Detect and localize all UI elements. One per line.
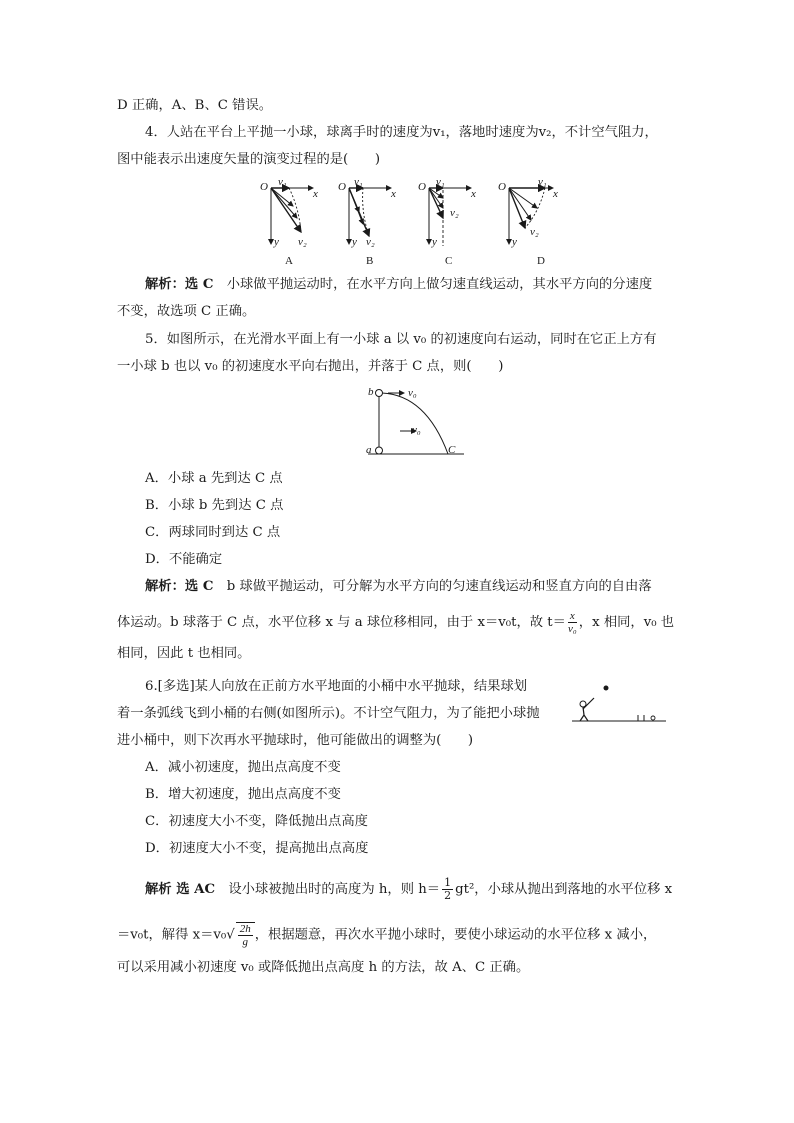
q4-option-a-label: A bbox=[285, 255, 293, 267]
q6-figure bbox=[572, 684, 668, 724]
q5-option-a: A．小球 a 先到达 C 点 bbox=[145, 471, 283, 486]
q5-v0-top-label: v₀ bbox=[408, 387, 417, 399]
q4-b-origin-label: O bbox=[338, 181, 346, 193]
q6-answer-line1 bbox=[145, 877, 672, 902]
q5-answer-text2b: ，x 相同，v₀ 也 bbox=[578, 615, 675, 630]
q4-c-v1-label: v₁ bbox=[436, 176, 445, 188]
q6-sqrt-num: 2h bbox=[239, 923, 251, 935]
q5-answer-text1: b 球做平抛运动，可分解为水平方向的匀速直线运动和竖直方向的自由落 bbox=[213, 579, 652, 594]
q4-a-origin-label: O bbox=[260, 181, 268, 193]
q6-answer-line3: 可以采用减小初速度 v₀ 或降低抛出点高度 h 的方法，故 A、C 正确。 bbox=[117, 960, 530, 975]
q6-stem-line2: 着一条弧线飞到小桶的右侧(如图所示)。不计空气阻力，为了能把小球抛 bbox=[117, 706, 540, 721]
q4-answer-line2: 不变，故选项 C 正确。 bbox=[117, 304, 256, 319]
q6-half-den: 2 bbox=[444, 889, 452, 902]
q5-fraction bbox=[568, 610, 577, 635]
q6-answer-text2b: ，根据题意，再次水平抛小球时，要使小球运动的水平位移 x 减小， bbox=[254, 927, 657, 943]
q4-c-y-label: y bbox=[432, 236, 437, 248]
q5-ball-b-label: b bbox=[368, 386, 374, 398]
q6-sqrt-radicand bbox=[236, 922, 255, 948]
q6-sqrt-den: g bbox=[242, 936, 248, 948]
q4-c-origin-label: O bbox=[418, 181, 426, 193]
q4-a-v2-label: v₂ bbox=[298, 236, 307, 248]
q4-b-v2-label: v₂ bbox=[366, 236, 375, 248]
q6-answer-text2a: ＝v₀t，解得 x＝v₀ bbox=[117, 927, 227, 943]
q5-frac-den: v₀ bbox=[567, 623, 577, 635]
q4-option-d-label: D bbox=[537, 255, 545, 267]
q4-b-v1-label: v₁ bbox=[354, 176, 363, 188]
q4-d-x-label: x bbox=[553, 188, 558, 200]
q6-answer-line2 bbox=[117, 922, 656, 948]
q6-answer-text1a: 设小球被抛出时的高度为 h，则 h＝ bbox=[215, 882, 441, 897]
q4-d-v1-label: v₁ bbox=[538, 176, 547, 188]
q6-option-a: A．减小初速度，抛出点高度不变 bbox=[145, 760, 341, 775]
q4-stem-line2: 图中能表示出速度矢量的演变过程的是( ) bbox=[117, 152, 381, 167]
q4-d-v2-label: v₂ bbox=[530, 226, 539, 238]
q5-stem-line2: 一小球 b 也以 v₀ 的初速度水平向右抛出，并落于 C 点，则( ) bbox=[117, 359, 504, 374]
q5-option-b: B．小球 b 先到达 C 点 bbox=[145, 498, 284, 513]
q4-answer-line1 bbox=[145, 276, 652, 294]
q5-answer-label: 解析：选 C bbox=[145, 579, 214, 594]
q4-c-x-label: x bbox=[471, 188, 476, 200]
q6-answer-text1b: gt²，小球从抛出到落地的水平位移 x bbox=[455, 882, 673, 897]
q5-answer-line1 bbox=[145, 578, 652, 596]
q4-option-c-label: C bbox=[445, 255, 453, 267]
q5-option-c: C．两球同时到达 C 点 bbox=[145, 525, 281, 540]
q6-half-fraction bbox=[442, 877, 453, 902]
q5-option-d: D．不能确定 bbox=[145, 552, 223, 567]
q4-c-v2-label: v₂ bbox=[450, 207, 459, 219]
q5-v0-bottom-label: v₀ bbox=[412, 424, 421, 436]
q4-stem-line1: 4．人站在平台上平抛一小球，球离手时的速度为v₁，落地时速度为v₂，不计空气阻力， bbox=[145, 125, 658, 140]
q6-sqrt-fraction bbox=[238, 923, 253, 948]
q4-b-x-label: x bbox=[391, 188, 396, 200]
q6-option-c: C．初速度大小不变，降低抛出点高度 bbox=[145, 814, 368, 829]
q4-option-b-label: B bbox=[366, 255, 374, 267]
q4-figure bbox=[255, 178, 565, 268]
q5-answer-line3: 相同，因此 t 也相同。 bbox=[117, 646, 251, 661]
q4-d-origin-label: O bbox=[498, 181, 506, 193]
q5-frac-num: x bbox=[569, 610, 575, 622]
q4-a-x-label: x bbox=[313, 188, 318, 200]
q5-ball-a-label: a bbox=[366, 444, 372, 456]
q6-answer-label: 解析 选 AC bbox=[145, 882, 216, 897]
q6-stem-line1: 6.[多选]某人向放在正前方水平地面的小桶中水平抛球，结果球划 bbox=[145, 679, 528, 694]
q6-stem-line3: 进小桶中，则下次再水平抛球时，他可能做出的调整为( ) bbox=[117, 733, 474, 748]
q5-point-c-label: C bbox=[448, 444, 456, 456]
q4-b-y-label: y bbox=[352, 236, 357, 248]
q5-stem-line1: 5．如图所示，在光滑水平面上有一小球 a 以 v₀ 的初速度向右运动，同时在它正上方有 bbox=[145, 332, 657, 347]
previous-answer-tail: D 正确，A、B、C 错误。 bbox=[117, 98, 273, 113]
q4-a-y-label: y bbox=[274, 236, 279, 248]
q5-answer-line2 bbox=[117, 610, 674, 635]
q6-option-b: B．增大初速度，抛出点高度不变 bbox=[145, 787, 341, 802]
q4-answer-label: 解析：选 C bbox=[145, 277, 214, 292]
q6-half-num: 1 bbox=[444, 876, 452, 889]
q4-answer-text1: 小球做平抛运动时，在水平方向上做匀速直线运动，其水平方向的分速度 bbox=[213, 277, 653, 292]
sqrt-sign-icon: √ bbox=[226, 927, 235, 943]
q4-a-v1-label: v₁ bbox=[278, 176, 287, 188]
q5-answer-text2a: 体运动。b 球落于 C 点，水平位移 x 与 a 球位移相同，由于 x＝v₀t，故 t＝ bbox=[117, 615, 566, 630]
q6-option-d: D．初速度大小不变，提高抛出点高度 bbox=[145, 841, 369, 856]
q4-d-y-label: y bbox=[512, 236, 517, 248]
